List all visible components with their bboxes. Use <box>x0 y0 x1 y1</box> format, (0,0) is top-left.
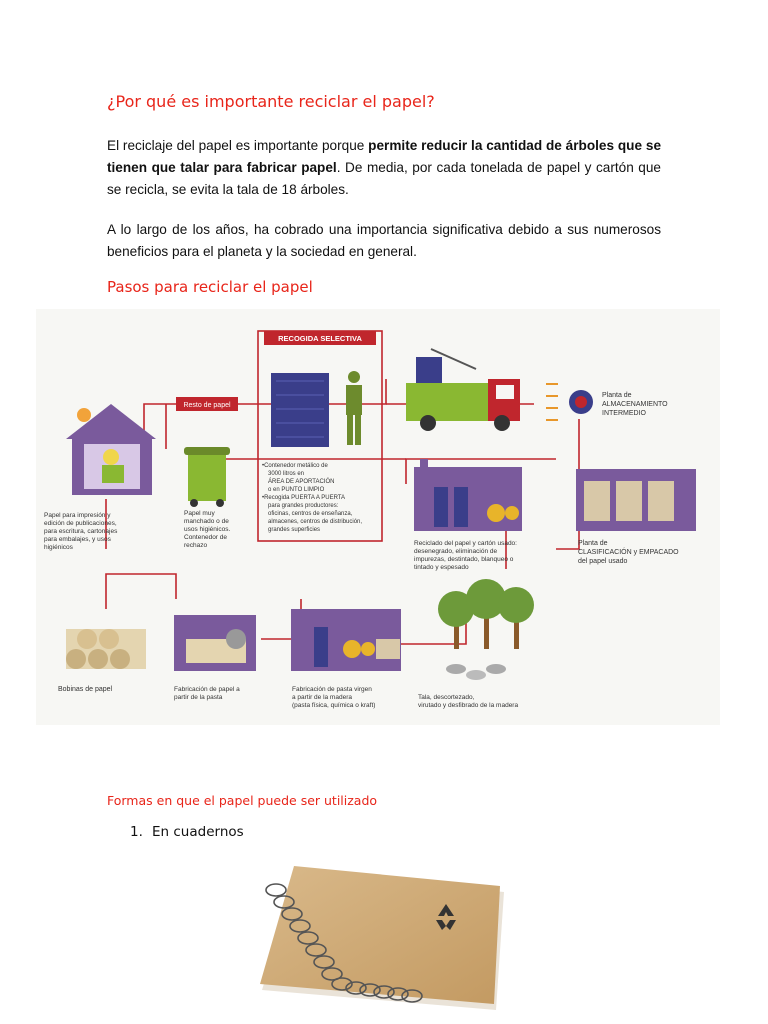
house-caption-line: higiénicos <box>44 544 73 551</box>
bin-caption-line: rechazo <box>184 542 208 549</box>
uses-list <box>130 824 244 840</box>
container-caption-line: oficinas, centros de enseñanza, <box>268 511 353 517</box>
list-item-text: En cuadernos <box>152 824 244 840</box>
house-caption-line: Papel para impresión y <box>44 512 111 519</box>
recogida-selectiva-label: RECOGIDA SELECTIVA <box>278 334 362 343</box>
house-caption-line: edición de publicaciones, <box>44 520 117 527</box>
house-caption-line: para embalajes, y usos <box>44 536 111 543</box>
container-caption-line: •Recogida PUERTA A PUERTA <box>262 495 346 501</box>
notebook-image <box>258 860 510 1020</box>
heading-why-recycle: ¿Por qué es importante reciclar el papel? <box>107 92 435 111</box>
fabricacion-pasta-line: a partir de la madera <box>292 694 352 701</box>
heading-paper-uses: Formas en que el papel puede ser utilizado <box>107 793 378 808</box>
paragraph-importance-bold: permite reducir la cantidad de árboles que se tienen que talar para fabricar papel <box>107 138 661 175</box>
container-caption-line: o en PUNTO LIMPIO <box>268 487 325 493</box>
reciclado-caption-line: desenegrado, eliminación de <box>414 548 498 555</box>
planta-clasificacion-line: CLASIFICACIÓN y EMPACADO <box>578 549 679 556</box>
bobinas-caption: Bobinas de papel <box>58 686 113 693</box>
notebook-cover <box>260 866 500 1004</box>
paragraph-importance-end: . De media, por cada tonelada de papel y cartón que se recicla, se evita la tala de 18 árboles. <box>107 160 661 197</box>
waste-bin-icon <box>184 447 230 507</box>
fabricacion-pasta-line: (pasta física, química o kraft) <box>292 702 376 709</box>
paragraph-importance <box>107 135 661 201</box>
planta-clasificacion-line: del papel usado <box>578 558 628 565</box>
list-item <box>130 824 244 840</box>
tala-caption-line: virutado y desfibrado de la madera <box>418 702 519 709</box>
paper-rolls-icon <box>66 629 146 669</box>
fabricacion-pasta-line: Fabricación de pasta virgen <box>292 686 372 693</box>
planta-almacenamiento-line: INTERMEDIO <box>602 410 646 417</box>
recycling-process-diagram <box>36 309 720 725</box>
paragraph-importance-start: El reciclaje del papel es importante porque <box>107 138 369 153</box>
fabricacion-papel-line: Fabricación de papel a <box>174 686 240 693</box>
container-icon <box>271 373 329 447</box>
container-caption-line: ÁREA DE APORTACIÓN <box>268 479 335 485</box>
reciclado-caption-line: impurezas, destintado, blanqueo o <box>414 556 514 563</box>
planta-almacenamiento-line: Planta de <box>602 392 632 399</box>
bin-caption-line: Contenedor de <box>184 534 228 541</box>
house-caption-line: para escritura, cartonajes <box>44 528 118 535</box>
reciclado-caption-line: tintado y espesado <box>414 564 469 571</box>
paragraph-benefits: A lo largo de los años, ha cobrado una importancia significativa debido a sus numerosos beneficios para el planeta y la sociedad en general. <box>107 222 661 259</box>
container-caption-line: 3000 litros en <box>268 471 305 477</box>
reciclado-caption-line: Reciclado del papel y cartón usado: <box>414 540 517 547</box>
recycling-factory-icon <box>414 459 522 531</box>
sorting-plant-icon <box>576 469 696 531</box>
pulp-factory-icon <box>291 609 401 671</box>
container-caption-line: grandes superficies <box>268 527 321 533</box>
container-caption-line: para grandes productores: <box>268 503 339 509</box>
fabricacion-papel-line: partir de la pasta <box>174 694 223 701</box>
planta-clasificacion-line: Planta de <box>578 540 608 547</box>
planta-almacenamiento-line: ALMACENAMIENTO <box>602 401 668 408</box>
resto-de-papel-label: Resto de papel <box>183 402 231 409</box>
container-caption-line: almacenes, centros de distribución, <box>268 519 363 525</box>
tala-caption-line: Tala, descortezado, <box>418 694 475 701</box>
container-caption-line: •Contenedor metálico de <box>262 463 328 469</box>
bin-caption-line: manchado o de <box>184 518 229 525</box>
list-item-number: 1. <box>130 824 143 840</box>
bin-caption-line: Papel muy <box>184 510 215 517</box>
paper-factory-icon <box>174 615 256 671</box>
heading-recycling-steps: Pasos para reciclar el papel <box>107 278 313 296</box>
bin-caption-line: usos higiénicos. <box>184 526 231 533</box>
